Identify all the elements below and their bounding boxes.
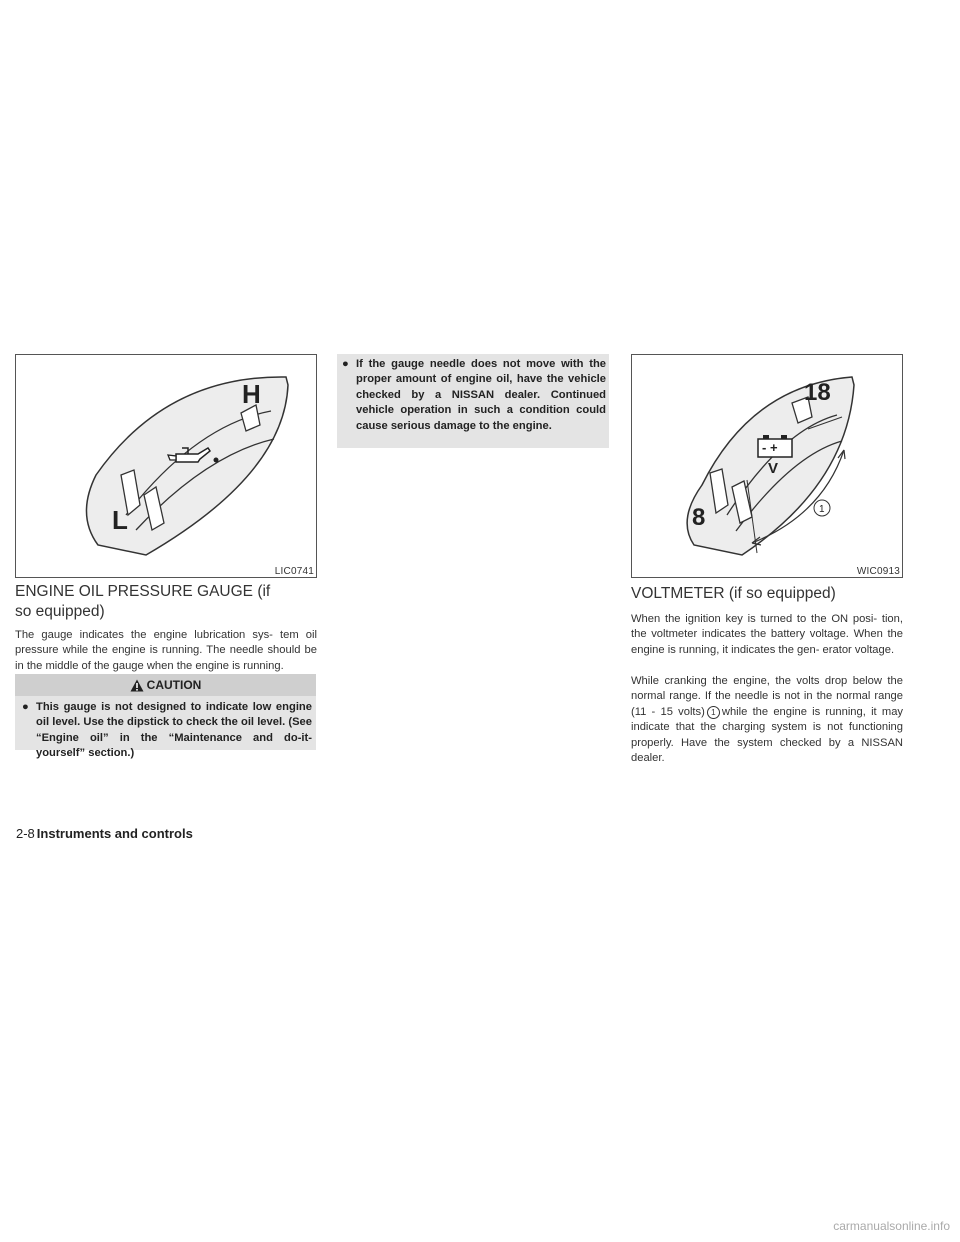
callout-reference-icon: 1 [707,706,720,719]
oil-gauge-title-line2: so equipped) [15,603,105,620]
gauge-min-label: 8 [692,504,706,531]
gauge-max-label: 18 [804,379,831,406]
chapter-title: Instruments and controls [36,826,193,841]
caution-heading [15,674,316,696]
voltmeter-paragraph-2 [631,674,903,766]
oil-gauge-figure [15,354,317,578]
bullet-icon: ● [22,701,29,713]
page-footer [16,826,193,841]
voltmeter-paragraph-2-part1: While cranking the engine, the volts drop below the normal range. If the needle is not in the normal range (11 - 15 volts) [631,675,903,718]
watermark[interactable]: carmanualsonline.info [833,1219,950,1233]
battery-terminals-label: - + [762,440,778,455]
caution-item-text: If the gauge needle does not move with the proper amount of engine oil, have the vehicle checked by a NISSAN dealer. Continued vehicle operation in such a condition could cause serious damage to the engine. [356,358,606,432]
caution-item-2 [342,357,606,434]
callout-number: 1 [819,504,825,515]
figure-code: WIC0913 [856,566,900,577]
page-number: 2-8 [16,826,35,841]
voltmeter-figure [631,354,903,578]
bullet-icon: ● [342,358,349,370]
voltmeter-paragraph-2-part2: while the engine is running, it may indicate that the charging system is not functioning properly. Have the system checked by a NISSAN dealer. [631,705,904,765]
voltmeter-title: VOLTMETER (if so equipped) [631,585,836,602]
caution-item-text: This gauge is not designed to indicate low engine oil level. Use the dipstick to check the oil level. (See “Engine oil” in the “Maintenance and do-it-yourself” section.) [36,701,312,760]
gauge-low-label: L [112,505,128,535]
oil-gauge-title-line1: ENGINE OIL PRESSURE GAUGE (if [15,583,271,600]
oil-gauge-title [15,582,317,622]
figure-code: LIC0741 [274,566,314,577]
caution-item-1 [22,700,312,762]
volt-unit-label: V [768,460,779,477]
warning-triangle-icon [130,679,144,692]
caution-heading-text: CAUTION [146,678,202,692]
voltmeter-illustration [632,355,902,577]
oil-gauge-paragraph: The gauge indicates the engine lubrication sys- tem oil pressure while the engine is running. The needle should be in the middle of the gauge when the engine is running. [15,629,317,672]
voltmeter-paragraph-1: When the ignition key is turned to the ON posi- tion, the voltmeter indicates the battery voltage. When the engine is running, it indicates the gen- erator voltage. [631,613,903,656]
gauge-high-label: H [242,379,261,409]
oil-gauge-illustration [16,355,316,577]
